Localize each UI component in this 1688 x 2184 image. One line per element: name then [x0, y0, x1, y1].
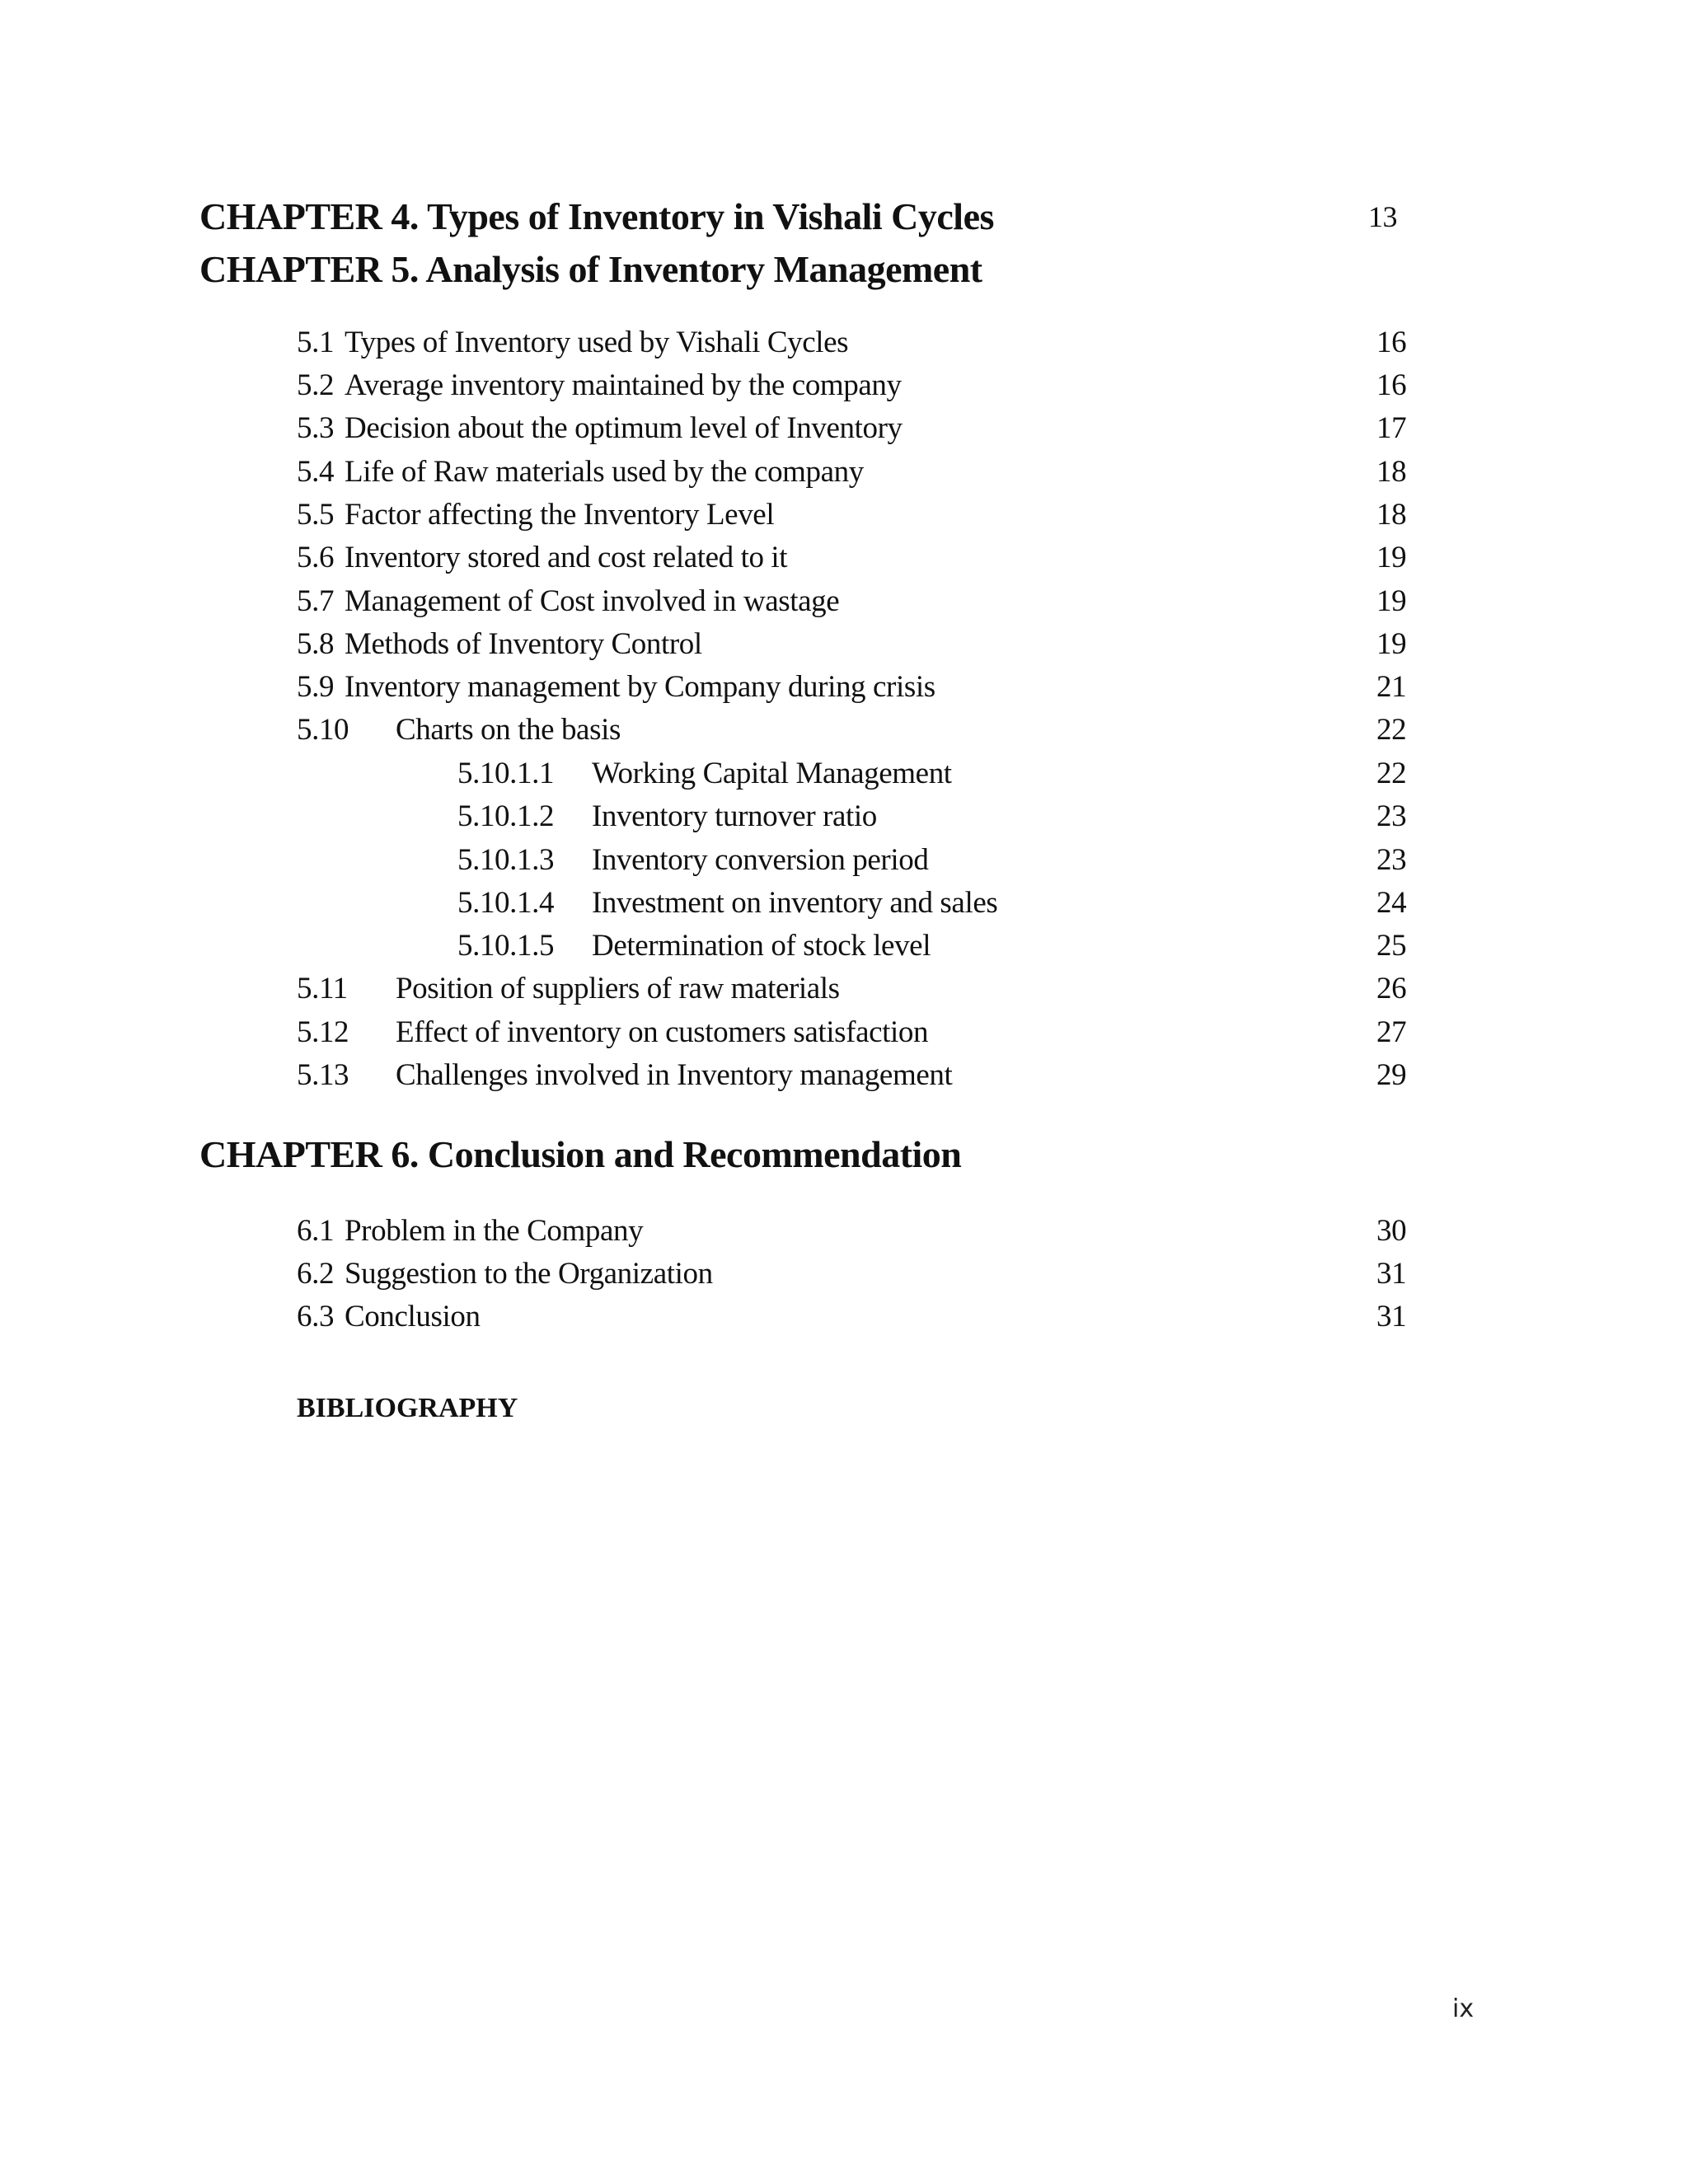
bibliography-heading: BIBLIOGRAPHY — [297, 1393, 518, 1423]
entry-title: Inventory management by Company during crisis — [345, 670, 935, 704]
entry-page-number: 31 — [1376, 1300, 1407, 1333]
chapter-title: CHAPTER 6. Conclusion and Recommendation — [199, 1133, 962, 1175]
entry-page-number: 30 — [1376, 1214, 1407, 1248]
entry-title: Conclusion — [345, 1300, 481, 1333]
entry-number: 6.1 — [297, 1214, 335, 1248]
entry-number: 5.8 — [297, 627, 335, 661]
entry-number: 5.1 — [297, 326, 335, 359]
entry-page-number: 17 — [1376, 411, 1407, 445]
entry-title: Management of Cost involved in wastage — [345, 584, 840, 618]
entry-page-number: 26 — [1376, 972, 1407, 1005]
entry-number: 5.5 — [297, 498, 335, 532]
entry-number: 5.10.1.2 — [457, 799, 555, 833]
chapter-title: CHAPTER 5. Analysis of Inventory Management — [199, 248, 982, 290]
entry-title: Types of Inventory used by Vishali Cycles — [345, 326, 849, 359]
entry-number: 5.4 — [297, 455, 335, 489]
entry-number: 5.12 — [297, 1015, 349, 1049]
entry-number: 5.7 — [297, 584, 335, 618]
entry-page-number: 19 — [1376, 541, 1407, 574]
toc-chapter-4 — [0, 194, 1688, 244]
entry-title: Suggestion to the Organization — [345, 1257, 713, 1291]
entry-title: Effect of inventory on customers satisfaction — [396, 1015, 929, 1049]
entry-title: Factor affecting the Inventory Level — [345, 498, 775, 532]
entry-title: Determination of stock level — [592, 929, 931, 963]
page-number: ix — [1452, 1994, 1475, 2023]
toc-chapter-5 — [0, 247, 1688, 297]
entry-title: Position of suppliers of raw materials — [396, 972, 840, 1005]
entry-title: Average inventory maintained by the company — [345, 368, 902, 402]
entry-title: Methods of Inventory Control — [345, 627, 702, 661]
entry-number: 5.10.1.1 — [457, 757, 555, 790]
entry-title: Problem in the Company — [345, 1214, 644, 1248]
entry-page-number: 22 — [1376, 757, 1407, 790]
entry-page-number: 25 — [1376, 929, 1407, 963]
entry-title: Challenges involved in Inventory management — [396, 1058, 953, 1092]
entry-number: 6.2 — [297, 1257, 335, 1291]
entry-number: 5.10 — [297, 713, 349, 747]
entry-number: 5.3 — [297, 411, 335, 445]
entry-page-number: 19 — [1376, 584, 1407, 618]
entry-page-number: 23 — [1376, 799, 1407, 833]
entry-number: 5.6 — [297, 541, 335, 574]
entry-page-number: 24 — [1376, 886, 1407, 920]
entry-page-number: 21 — [1376, 670, 1407, 704]
entry-title: Working Capital Management — [592, 757, 952, 790]
entry-page-number: 29 — [1376, 1058, 1407, 1092]
toc-chapter-6 — [0, 1132, 1688, 1182]
entry-title: Life of Raw materials used by the company — [345, 455, 864, 489]
entry-page-number: 18 — [1376, 455, 1407, 489]
entry-title: Investment on inventory and sales — [592, 886, 998, 920]
entry-number: 5.13 — [297, 1058, 349, 1092]
entry-number: 5.9 — [297, 670, 335, 704]
entry-page-number: 16 — [1376, 326, 1407, 359]
entry-number: 5.10.1.3 — [457, 843, 555, 877]
entry-number: 5.2 — [297, 368, 335, 402]
entry-page-number: 23 — [1376, 843, 1407, 877]
entry-page-number: 19 — [1376, 627, 1407, 661]
entry-title: Inventory turnover ratio — [592, 799, 877, 833]
entry-number: 5.11 — [297, 972, 348, 1005]
entry-title: Decision about the optimum level of Inventory — [345, 411, 903, 445]
entry-number: 5.10.1.5 — [457, 929, 555, 963]
entry-page-number: 31 — [1376, 1257, 1407, 1291]
entry-page-number: 18 — [1376, 498, 1407, 532]
entry-page-number: 27 — [1376, 1015, 1407, 1049]
entry-page-number: 16 — [1376, 368, 1407, 402]
entry-title: Inventory stored and cost related to it — [345, 541, 788, 574]
chapter-page-number: 13 — [1368, 200, 1397, 233]
entry-title: Inventory conversion period — [592, 843, 929, 877]
entry-page-number: 22 — [1376, 713, 1407, 747]
entry-number: 6.3 — [297, 1300, 335, 1333]
entry-number: 5.10.1.4 — [457, 886, 555, 920]
chapter-title: CHAPTER 4. Types of Inventory in Vishali Cycles — [199, 195, 994, 237]
entry-title: Charts on the basis — [396, 713, 621, 747]
